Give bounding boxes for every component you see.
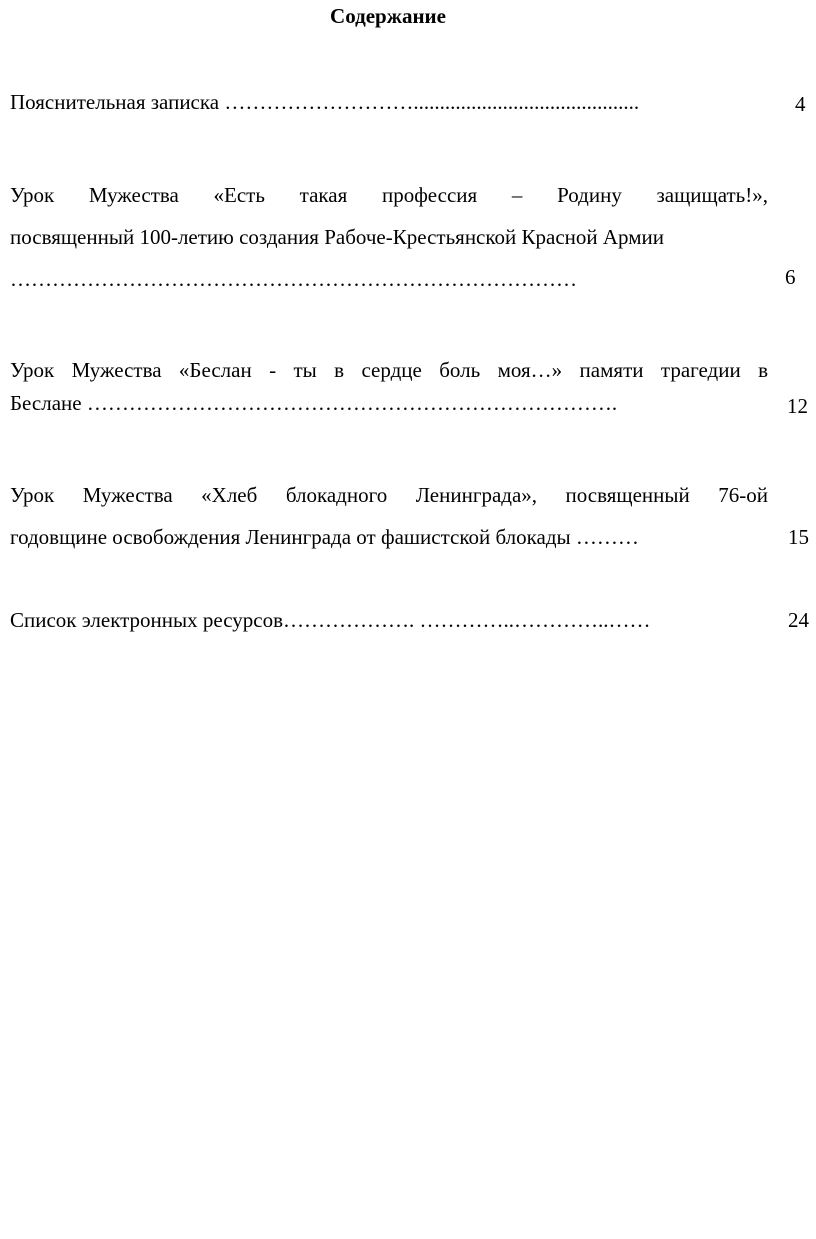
toc-page-number: 4 <box>795 92 806 116</box>
toc-entry-line: Пояснительная записка ………………………........................................... <box>10 90 640 114</box>
toc-entry-line: Урок Мужества «Есть такая профессия – Родину защищать!», <box>10 183 768 207</box>
toc-page-number: 12 <box>787 394 808 418</box>
toc-entry-line: Урок Мужества «Хлеб блокадного Ленинграда», посвященный 76-ой <box>10 483 768 507</box>
toc-entry-line: годовщине освобождения Ленинграда от фашистской блокады ……… <box>10 525 639 549</box>
toc-entry-line: ……………………………………………………………………… <box>10 267 577 291</box>
toc-page-number: 6 <box>785 265 796 289</box>
toc-page-number: 15 <box>788 525 809 549</box>
toc-title: Содержание <box>330 4 446 28</box>
toc-entry-line: Беслане …………………………………………………………………. <box>10 391 618 415</box>
toc-entry-line: Список электронных ресурсов………………. …………..…………..…… <box>10 608 651 632</box>
toc-entry-line: посвященный 100-летию создания Рабоче-Крестьянской Красной Армии <box>10 225 664 249</box>
toc-page-number: 24 <box>788 608 809 632</box>
toc-entry-line: Урок Мужества «Беслан - ты в сердце боль моя…» памяти трагедии в <box>10 358 768 382</box>
